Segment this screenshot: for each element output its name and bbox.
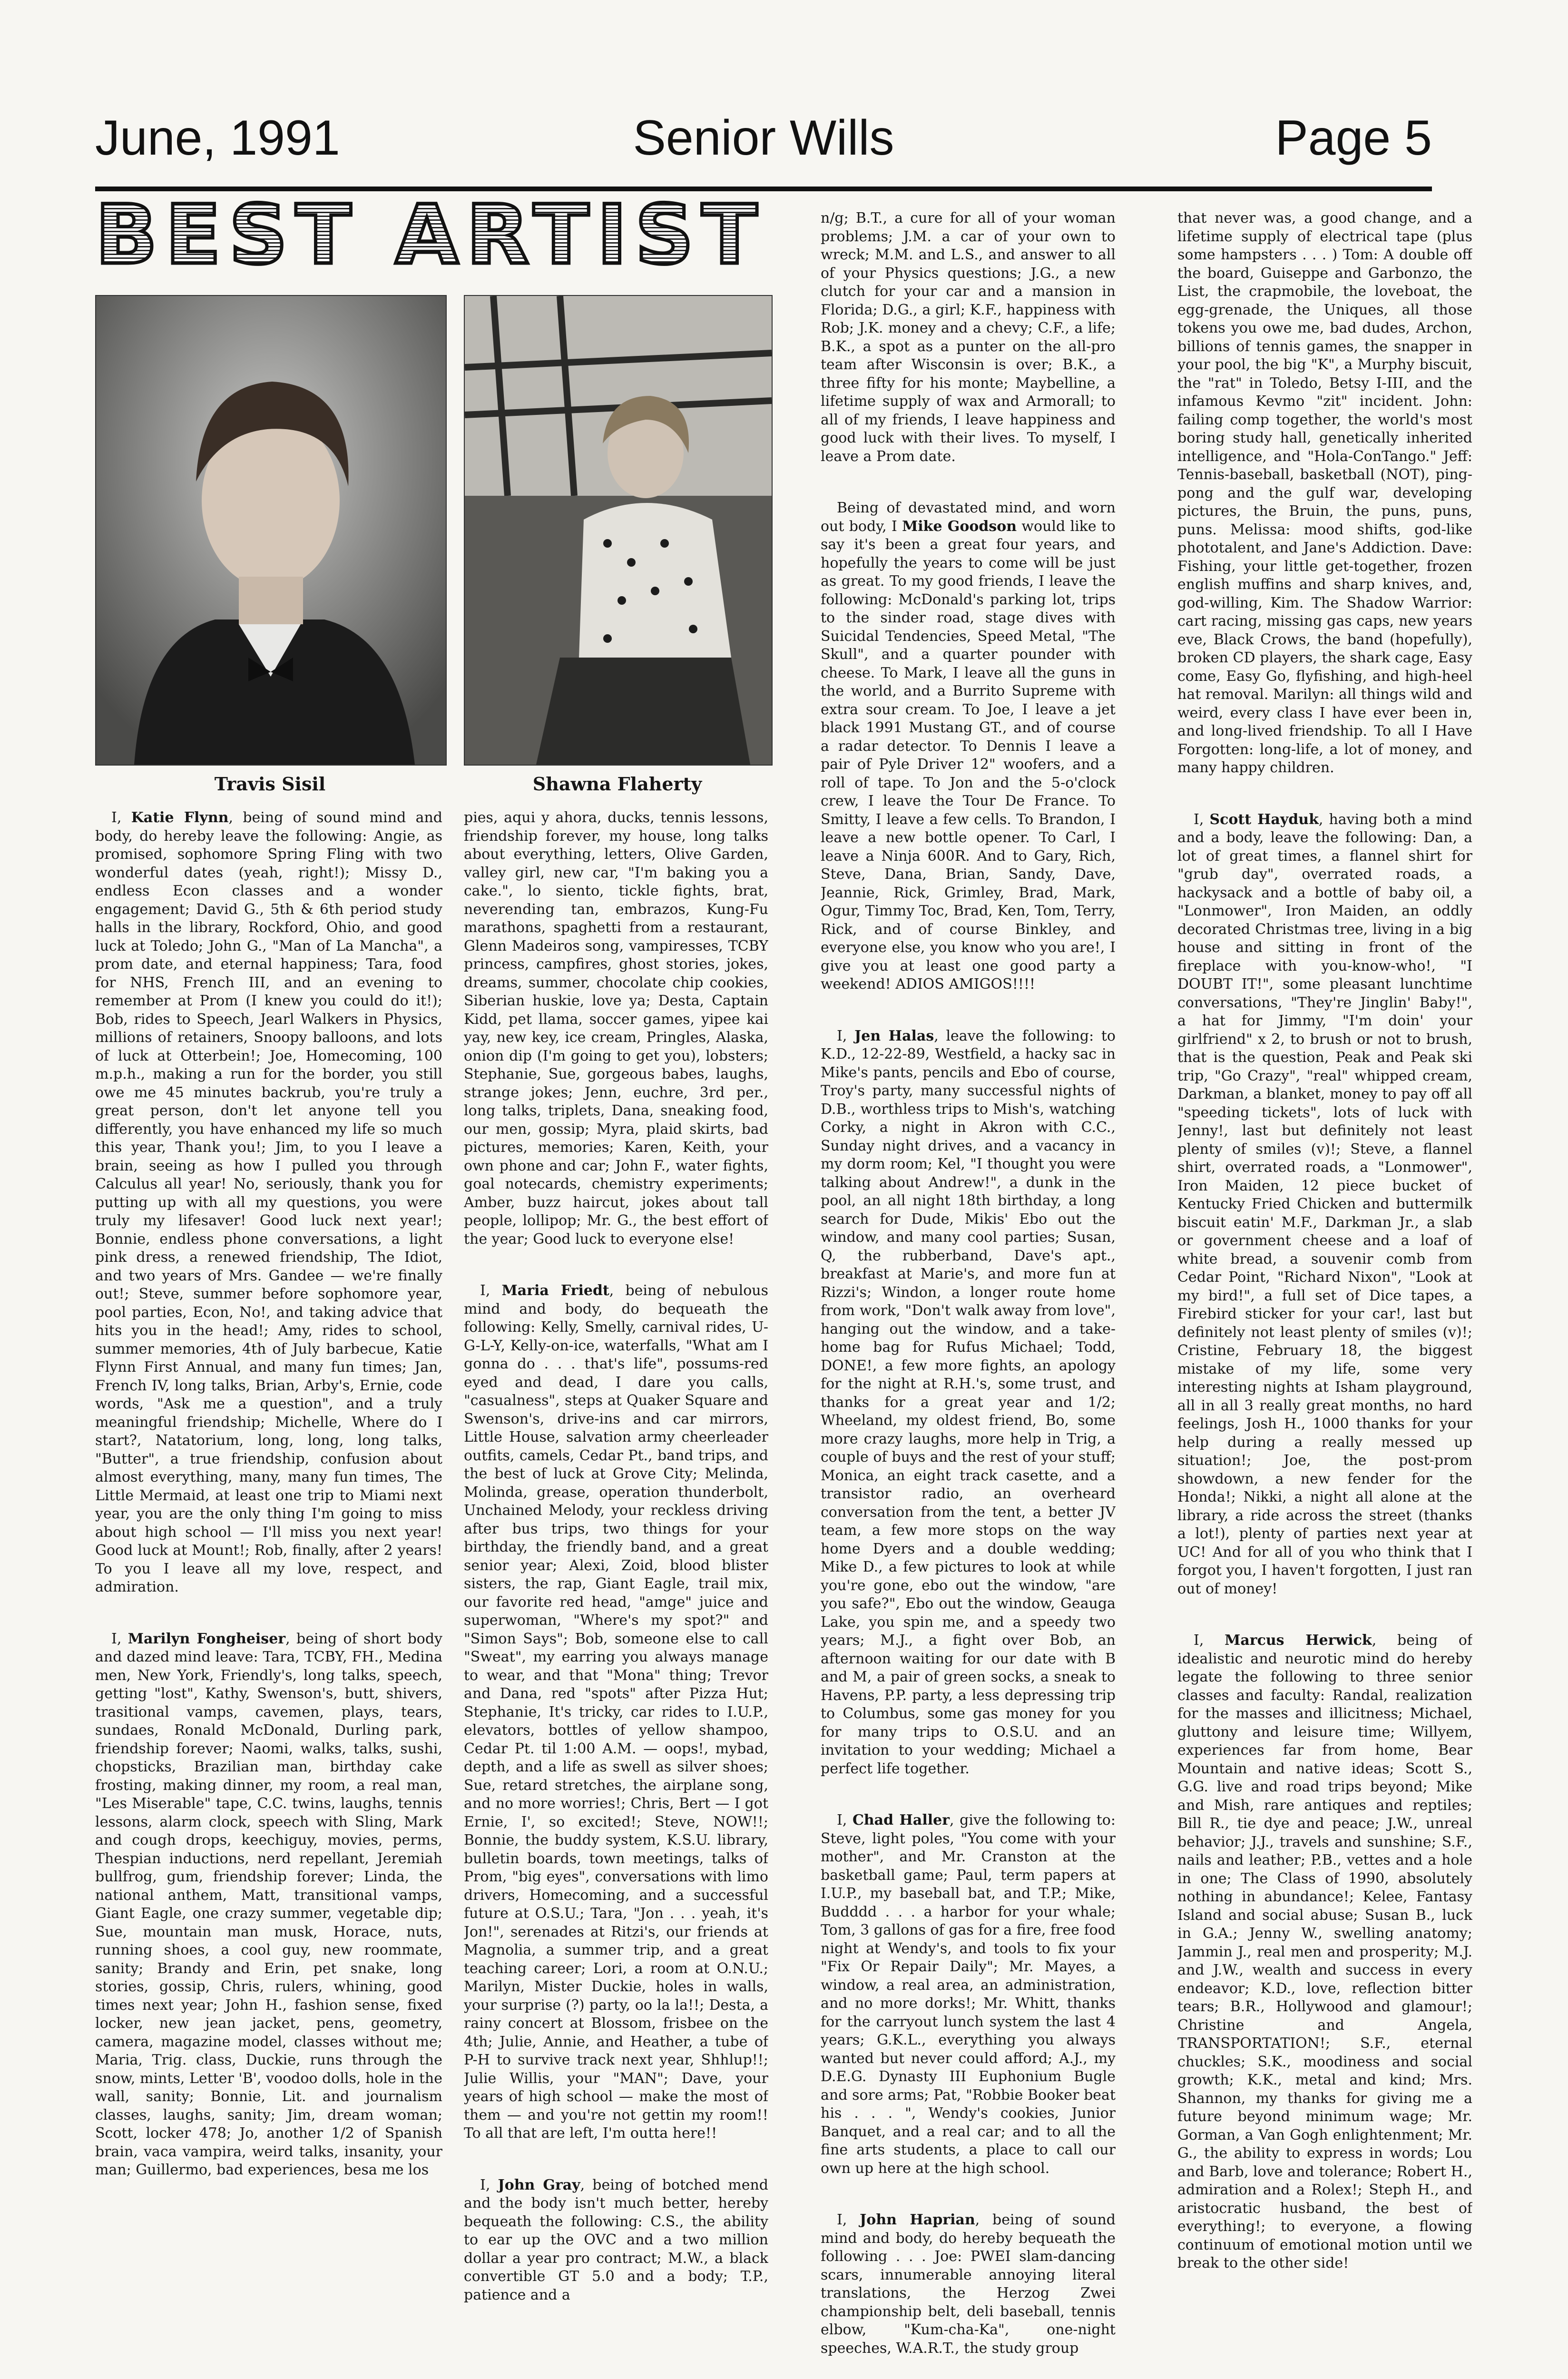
will-paragraph — [821, 1811, 1116, 2178]
will-author-name: Marcus Herwick — [1225, 1632, 1372, 1649]
will-text: , being of idealistic and neurotic mind do hereby legate the following to three senior classes and faculty: Randal, realization for the masses and illicitness; Michael, gluttony and leisure time; Willyem, experiences far from home, Bear Mountain and native ideas; Scott S., G.G. live and road trips beyond; Mike and Mish, rare antiques and reptiles; Bill R., tie dye and peace; J.W., unreal behavior; J.J., travels and sunshine; S.F., nails and leather; P.B., vettes and a hole in one; The Class of 1990, absolutely nothing in abundance!; Kelee, Fantasy Island and social abuse; Susan B., luck in G.A.; Jenny W., swelling anatomy; Jammin J., real men and prosperity; M.J. and J.W., wealth and success in every endeavor; K.D., love, reflection bitter tears; B.R., Hollywood and glamour!; Christine and Angela, TRANSPORTATION!; S.F., eternal chuckles; S.K., moodiness and social growth; K.K., metal and kind; Mrs. Shannon, my thanks for giving me a future beyond minimum wage; Mr. Gorman, a Van Gogh enlightenment; Mr. G., the ability to express in words; Lou and Barb, love and tolerance; Robert H., admiration and a Rolex!; Steph H., and aristocratic husband, the best of everything!; to everyone, a flowing continuum of emotional motion until we break to the other side! — [1177, 1632, 1472, 2271]
column-2 — [464, 809, 768, 2379]
will-paragraph — [95, 809, 442, 1597]
will-paragraph — [1177, 811, 1472, 1599]
will-text: that never was, a good change, and a lifetime supply of electrical tape (plus some hampsters . . . ) Tom: A double off the board, Guiseppe and Garbonzo, the List, the crapmobile, the loveboat, the egg-grenade, the Uniques, all those tokens you owe me, bad dudes, Archon, billions of tennis games, the snapper in your pool, the big "K", a Murphy biscuit, the "rat" in Toledo, Betsy I-III, and the infamous Kevmo "zit" incident. John: failing comp together, the world's most boring study hall, genetically inherited intelligence, and "Hola-ConTango." Jeff: Tennis-baseball, basketball (NOT), ping-pong and the gulf war, developing pictures, the Bruin, the puns, puns, puns. Melissa: mood shifts, god-like phototalent, and Jane's Addiction. Dave: Fishing, your little get-together, frozen english muffins and sharp knives, and, god-willing, Kim. The Shadow Warrior: cart racing, missing gas caps, new years eve, Black Crows, the band (hopefully), broken CD players, the shark cage, Easy come, Easy Go, flyfishing, and high-heel hat removal. Marilyn: all things wild and weird, every class I have ever been in, and long-lived friendship. To all I Have Forgotten: long-life, a lot of money, and many happy children. — [1177, 210, 1472, 776]
issue-date: June, 1991 — [95, 110, 340, 166]
will-paragraph — [821, 2211, 1116, 2358]
will-author-name: Scott Hayduk — [1209, 811, 1319, 828]
header-rule — [95, 187, 1432, 191]
will-text: , being of sound mind and body, do hereby bequeath the following . . . Joe: PWEI slam-dancing scars, innumerable annoying literal translations, the Herzog Zwei championship belt, deli baseball, tennis elbow, "Kum-cha-Ka", one-night speeches, W.A.R.T., the study group — [821, 2212, 1116, 2357]
will-intro: I, — [111, 809, 131, 826]
will-author-name: Mike Goodson — [902, 518, 1017, 535]
will-author-name: Chad Haller — [852, 1812, 950, 1828]
will-intro: Being of devastated mind, and worn out body, I — [821, 500, 1116, 535]
page-number: Page 5 — [1275, 110, 1432, 166]
column-1 — [95, 809, 442, 2379]
photo-shawna-flaherty — [464, 295, 773, 766]
will-author-name: John Gray — [498, 2176, 580, 2193]
section-title: Senior Wills — [633, 110, 894, 166]
photo-caption-shawna: Shawna Flaherty — [532, 773, 702, 795]
will-paragraph — [95, 1630, 442, 2180]
will-author-name: Katie Flynn — [131, 809, 229, 826]
photo-travis-sisil — [95, 295, 447, 766]
column-3 — [821, 209, 1116, 2379]
column-4 — [1177, 209, 1472, 2379]
masthead — [95, 109, 1432, 167]
will-paragraph — [821, 499, 1116, 994]
will-author-name: Jen Halas — [854, 1027, 934, 1044]
photo-caption-travis: Travis Sisil — [214, 773, 326, 795]
will-intro: I, — [837, 2212, 860, 2228]
will-paragraph — [1177, 209, 1472, 777]
will-text: pies, aqui y ahora, ducks, tennis lessons, friendship forever, my house, long talks about everything, letters, Olive Garden, valley girl, new car, "I'm baking you a cake.", lo siento, tickle fights, brat, neverending tan, embrazos, Kung-Fu marathons, spaghetti from a restaurant, Glenn Madeiros song, vampiresses, TCBY princess, campfires, ghost stories, jokes, dreams, summer, chocolate chip cookies, Siberian huskie, love ya; Desta, Captain Kidd, pet llama, soccer games, yipee kai yay, new key, ice cream, Pringles, Alaska, onion dip (I'm going to get you), lobsters; Stephanie, Sue, gorgeous babes, laughs, strange jokes; Jenn, euchre, 3rd per., long talks, triplets, Dana, sneaking food, our men, gossip; Myra, plaid skirts, bad pictures, memories; Karen, Keith, your own phone and car; John F., water fights, goal notecards, chemistry experiments; Amber, buzz haircut, jokes about tall people, lollipop; Mr. G., the best effort of the year; Good luck to everyone else! — [464, 809, 768, 1248]
will-intro: I, — [1194, 1632, 1225, 1649]
will-intro: I, — [480, 1282, 502, 1299]
will-paragraph — [821, 209, 1116, 466]
will-text: , give the following to: Steve, light poles, "You come with your mother", and Mr. Cranston at the basketball game; Paul, term papers at I.U.P., my baseball bat, and T.P.; Mike, Budddd . . . a harbor for your whale; Tom, 3 gallons of gas for a fire, free food night at Wendy's, and tools to fix your "Fix Or Repair Daily"; Mr. Mayes, a window, a real area, an administration, and no more dorks!; Mr. Whitt, thanks for the carryout lunch system the last 4 years; G.K.L., everything you always wanted but never could afford; A.J., my D.E.G. Dynasty III Euphonium Bugle and sore arms; Pat, "Robbie Booker beat his . . . ", Wendy's cookies, Junior Banquet, and a real car; and to all the fine arts students, a place to call our own up here at the high school. — [821, 1812, 1116, 2177]
will-intro: I, — [111, 1630, 128, 1647]
will-intro: I, — [1194, 811, 1210, 828]
will-text: , having both a mind and a body, leave the following: Dan, a lot of great times, a flannel shirt for "grub day", overrated roads, a hackysack and a bottle of baby oil, a "Lonmower", Iron Maiden, an oddly decorated Christmas tree, living in a big house and sitting in front of the fireplace with you-know-who!, "I DOUBT IT!", some pleasant lunchtime conversations, "They're Jinglin' Baby!", a hat for Jimmy, "I'm doin' your girlfriend" x 2, to brush or not to brush, that is the question, Peak and Peak ski trip, "Go Crazy", "real" whipped cream, Darkman, a blanket, money to pay off all "speeding tickets", lots of luck with Jenny!, last but definitely not least plenty of smiles (v)!; Steve, a flannel shirt, overrated roads, a "Lonmower", Iron Maiden, 12 piece bucket of Kentucky Fried Chicken and buttermilk biscuit eatin' M.F., Darkman Jr., a slab or government cheese and a loaf of white bread, a souvenir comb from Cedar Point, "Richard Nixon", "Look at my bird!", a full set of Dice tapes, a Firebird sticker for your car!, last but definitely not least plenty of smiles (v)!; Cristine, February 18, the biggest mistake of my life, some very interesting nights at Isham playground, all in all 3 really great months, no hard feelings, Josh H., 1000 thanks for your help during a really messed up situation!; Joe, the post-prom showdown, a new fender for the Honda!; Nikki, a night all alone at the library, a ride across the street (thanks a lot!), plenty of parties next year at UC! And for all of you who think that I forgot you, I haven't forgotten, I just ran out of money! — [1177, 811, 1472, 1597]
will-text: n/g; B.T., a cure for all of your woman problems; J.M. a car of your own to wreck; M.M. and L.S., and answer to all of your Physics questions; J.G., a new clutch for your car and a mansion in Florida; D.G., a girl; K.F., happiness with Rob; J.K. money and a chevy; C.F., a life; B.K., a spot as a punter on the all-pro team after Wisconsin is over; B.K., a three fifty for his monte; Maybelline, a lifetime supply of wax and Armorall; to all of my friends, I leave happiness and good luck with their lives. To myself, I leave a Prom date. — [821, 210, 1116, 465]
will-text: , leave the following: to K.D., 12-22-89, Westfield, a hacky sac in Mike's pants, pencils and Ebo of course, Troy's party, many successful nights of D.B., worthless trips to Mish's, watching Corky, a night in Akron with C.C., Sunday night drives, and a vacancy in my dorm room; Kel, "I thought you were talking about Andrew!", a dunk in the pool, an all night 18th birthday, a long search for Dude, Mikis' Ebo out the window, and many cool parties; Susan, Q, the rubberband, Dave's apt., breakfast at Marie's, and more fun at Rizzi's; Windon, a longer route home from work, "Don't walk away from love", hanging out the window, and a take-home bag for Rufus Michael; Todd, DONE!, a few more fights, an apology for the night at R.H.'s, some trust, and thanks for a great year and 1/2; Wheeland, my oldest friend, Bo, some more crazy laughs, more help in Trig, a couple of buys and the rest of your stuff; Monica, an eight track casette, and a transistor radio, an overheard conversation from the tent, a better JV team, a few more stops on the way home Dyers and a double wedding; Mike D., a few pictures to look at while you're gone, ebo out the window, "are you safe?", Ebo out the window, Geauga Lake, you spin me, and a speedy two years; M.J., a fight over Bob, an afternoon waiting for our date with B and M, a pair of green socks, a sneak to Havens, P.P. party, a less depressing trip to Columbus, some gas money for you for many trips to O.S.U. and an invitation to your wedding; Michael a perfect life together. — [821, 1027, 1116, 1777]
best-artist-headline — [95, 193, 771, 278]
will-text: , being of botched mend and the body isn't much better, hereby bequeath the following: C.S., the ability to ear up the OVC and a two million dollar a year pro contract; M.W., a black convertible GT 5.0 and a body; T.P., patience and a — [464, 2176, 768, 2303]
will-paragraph — [464, 1282, 768, 2143]
headline-lettering — [95, 193, 771, 278]
will-intro: I, — [837, 1812, 853, 1828]
will-author-name: John Haprian — [860, 2212, 975, 2228]
will-text: , being of sound mind and body, do hereby leave the following: Angie, as promised, sophomore Spring Fling with two wonderful dates (yeah, right!); Missy D., endless Econ classes and a wonder engagement; David G., 5th & 6th period study halls in the library, Rockford, Ohio, and good luck at Toledo; John G., "Man of La Mancha", a prom date, and eternal happiness; Tara, food for NHS, French III, and an evening to remember at Prom (I knew you could do it!); Bob, rides to Speech, Jearl Walkers in Physics, millions of retainers, Snoopy balloons, and lots of luck at Otterbein!; Joe, Homecoming, 100 m.p.h., making a run for the border, you still owe me 45 minutes backrub, you're truly a great person, don't let anyone tell you differently, you have enhanced my life so much this year, Thank you!; Jim, to you I leave a brain, seeing as how I pulled you through Calculus all year! No, seriously, thank you for putting up with all my questions, you were truly my lifesaver! Good luck next year!; Bonnie, endless phone conversations, a light pink dress, a renewed friendship, The Idiot, and two years of Mrs. Gandee — we're finally out!; Steve, summer before sophomore year, pool parties, Econ, No!, and taking advice that hits you in the head!; Amy, rides to school, summer memories, 4th of July barbecue, Katie Flynn First Annual, and many fun times; Jan, French IV, long talks, Brian, Arby's, Ernie, code words, "Ask me a question", and a truly meaningful friendship; Michelle, Where do I start?, Natatorium, long, long, long talks, "Butter", a true friendship, confusion about almost everything, many, many fun times, The Little Mermaid, at least one trip to Miami next year, you are the only thing I'm going to miss about high school — I'll miss you next year! Good luck at Mount!; Rob, finally, after 2 years! To you I leave all my love, respect, and admiration. — [95, 809, 442, 1595]
will-intro: I, — [480, 2176, 498, 2193]
will-paragraph — [821, 1027, 1116, 1779]
will-text: would like to say it's been a great four years, and hopefully the years to come will be just as great. To my good friends, I leave the following: McDonald's parking lot, trips to the sinder road, stage dives with Suicidal Tendencies, Speed Metal, "The Skull", and a quarter pounder with cheese. To Mark, I leave all the guns in the world, and a Burrito Supreme with extra sour cream. To Joe, I leave a jet black 1991 Mustang GT., and of course a radar detector. To Dennis I leave a pair of Pyle Driver 12" woofers, and a roll of tape. To Jon and the 5-o'clock crew, I leave the Tour De France. To Smitty, I leave a few cells. To Brandon, I leave a new bottle opener. To Carl, I leave a Ninja 600R. And to Gary, Rich, Steve, Dana, Brian, Sandy, Dave, Jeannie, Rick, Grimley, Brad, Mark, Ogur, Timmy Toc, Brad, Ken, Tom, Terry, Rick, and of course Binkley, and everyone else, you know who you are!, I give you at least one good party a weekend! ADIOS AMIGOS!!!! — [821, 518, 1116, 993]
will-text: , being of short body and dazed mind leave: Tara, TCBY, FH., Medina men, New York, Friendly's, long talks, speech, getting "lost", Kathy, Swenson's, butt, shivers, trasitional vamps, cavemen, plays, tears, sundaes, Ronald McDonald, Durling park, friendship forever; Naomi, walks, talks, sushi, chopsticks, Brazilian man, birthday cake frosting, making dinner, my room, a real man, "Les Miserable" tape, C.C. twins, laughs, tennis lessons, alarm clock, speech with Sling, Mark and cough drops, keechiguy, movies, perms, Thespian inductions, nerd repellant, Jeremiah bullfrog, gum, friendship forever; Linda, the national anthem, Matt, transitional vamps, Giant Eagle, one crazy summer, vegetable dip; Sue, mountain man musk, Horace, nuts, running shoes, a cool guy, new roommate, sanity; Brandy and Erin, pet snake, long stories, gossip, Chris, rulers, whining, good times next year; John H., fashion sense, fixed locker, new jean jacket, pens, geometry, camera, magazine model, classes without me; Maria, Trig. class, Duckie, runs through the snow, mints, Letter 'B', voodoo dolls, hole in the wall, sanity; Bonnie, Lit. and journalism classes, laughs, sanity; Jim, dream woman; Scott, locker 478; Jo, another 1/2 of Spanish brain, vaca vampira, weird talks, insanity, your man; Guillermo, bad experiences, besa me los — [95, 1630, 442, 2178]
will-author-name: Maria Friedt — [501, 1282, 609, 1299]
will-paragraph — [464, 2176, 768, 2305]
will-paragraph — [1177, 1632, 1472, 2273]
will-author-name: Marilyn Fongheiser — [127, 1630, 286, 1647]
will-intro: I, — [837, 1027, 855, 1044]
will-paragraph — [464, 809, 768, 1248]
headline-text: BEST ARTIST — [95, 193, 766, 278]
will-text: , being of nebulous mind and body, do bequeath the following: Kelly, Smelly, carnival rides, U-G-L-Y, Kelly-on-ice, waterfalls, "What am I gonna do . . . that's life", possums-red eyed and dead, I dare you calls, "casualness", steps at Quaker Square and Swenson's, drive-ins and car mirrors, Little House, salvation army cheerleader outfits, camels, Cedar Pt., band trips, and the best of luck at Grove City; Melinda, Molinda, grease, operation thunderbolt, Unchained Melody, your reckless driving after bus trips, two things for your birthday, the friendly band, and a great senior year; Alexi, Zoid, blood blister sisters, the rap, Giant Eagle, trail mix, our favorite red head, "amge" juice and superwoman, "Where's my spot?" and "Simon Says"; Bob, someone else to call "Sweat", my earring you always manage to wear, and that "Mona" thing; Trevor and Dana, red "spots" after Pizza Hut; Stephanie, It's tricky, car rides to I.U.P., elevators, bottles of yellow shampoo, Cedar Pt. til 1:00 A.M. — oops!, mybad, depth, and a life as swell as silver shoes; Sue, retard stretches, the airplane song, and no more worries!; Chris, Bert — I got Ernie, I', so excited!; Steve, NOW!!; Bonnie, the buddy system, K.S.U. library, bulletin boards, town meetings, talks of Prom, "big eyes", conversations with limo drivers, Homecoming, and a successful future at O.S.U.; Tara, "Jon . . . yeah, it's Jon!", serenades at Ritzi's, our friends at Magnolia, a summer trip, and a great teaching career; Lori, a room at O.N.U.; Marilyn, Mister Duckie, holes in walls, your surprise (?) party, oo la la!!; Desta, a rainy concert at Blossom, frisbee on the 4th; Julie, Annie, and Heather, a tube of P-H to survive track next year, Shhlup!!; Julie Willis, your "MAN"; Dave, your years of high school — make the most of them — and you're not gettin my room!! To all that are left, I'm outta here!! — [464, 1282, 768, 2142]
